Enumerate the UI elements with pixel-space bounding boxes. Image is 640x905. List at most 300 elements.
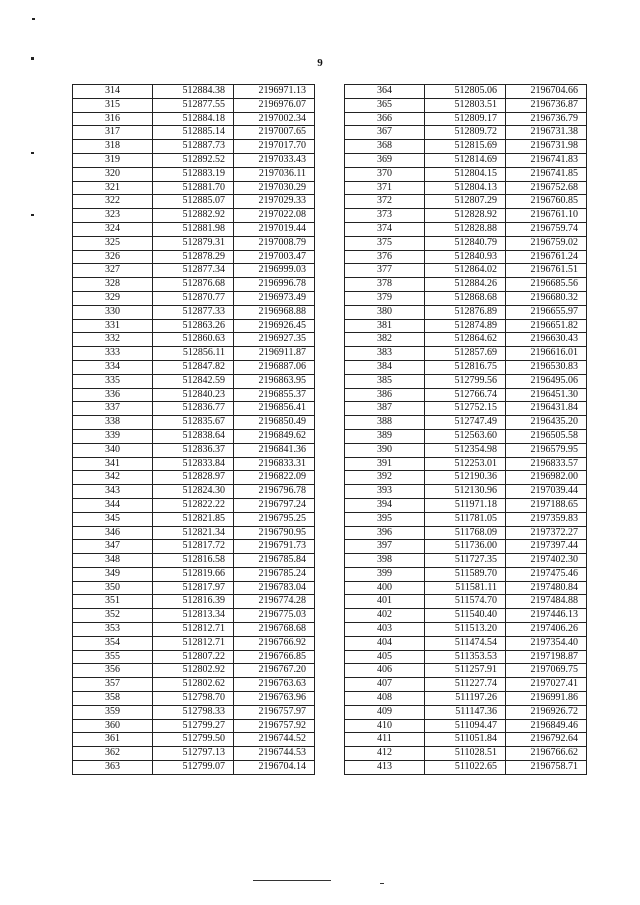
point-number-cell: 343 bbox=[73, 485, 153, 499]
table-row bbox=[73, 526, 315, 540]
x-coordinate-cell: 512847.82 bbox=[153, 360, 234, 374]
y-coordinate-cell: 2197359.83 bbox=[506, 512, 587, 526]
point-number-cell: 378 bbox=[345, 278, 425, 292]
y-coordinate-cell: 2196833.57 bbox=[506, 457, 587, 471]
x-coordinate-cell: 511028.51 bbox=[425, 747, 506, 761]
x-coordinate-cell: 512821.85 bbox=[153, 512, 234, 526]
y-coordinate-cell: 2197397.44 bbox=[506, 540, 587, 554]
x-coordinate-cell: 511540.40 bbox=[425, 609, 506, 623]
y-coordinate-cell: 2196785.24 bbox=[234, 567, 315, 581]
x-coordinate-cell: 512816.39 bbox=[153, 595, 234, 609]
y-coordinate-cell: 2196850.49 bbox=[234, 416, 315, 430]
table-row bbox=[345, 636, 587, 650]
point-number-cell: 355 bbox=[73, 650, 153, 664]
x-coordinate-cell: 512885.07 bbox=[153, 195, 234, 209]
x-coordinate-cell: 512799.07 bbox=[153, 761, 234, 775]
footer-rule bbox=[253, 880, 331, 881]
x-coordinate-cell: 512863.26 bbox=[153, 319, 234, 333]
table-row bbox=[73, 540, 315, 554]
y-coordinate-cell: 2197019.44 bbox=[234, 222, 315, 236]
y-coordinate-cell: 2196790.95 bbox=[234, 526, 315, 540]
x-coordinate-cell: 512836.37 bbox=[153, 443, 234, 457]
table-row bbox=[345, 692, 587, 706]
x-coordinate-cell: 512253.01 bbox=[425, 457, 506, 471]
table-row bbox=[345, 595, 587, 609]
point-number-cell: 395 bbox=[345, 512, 425, 526]
point-number-cell: 396 bbox=[345, 526, 425, 540]
point-number-cell: 337 bbox=[73, 402, 153, 416]
table-row bbox=[345, 112, 587, 126]
point-number-cell: 390 bbox=[345, 443, 425, 457]
footer-mark bbox=[380, 883, 384, 884]
y-coordinate-cell: 2197446.13 bbox=[506, 609, 587, 623]
y-coordinate-cell: 2196926.45 bbox=[234, 319, 315, 333]
table-row bbox=[73, 167, 315, 181]
table-row bbox=[73, 498, 315, 512]
table-row bbox=[345, 664, 587, 678]
x-coordinate-cell: 512864.02 bbox=[425, 264, 506, 278]
y-coordinate-cell: 2196863.95 bbox=[234, 374, 315, 388]
table-row bbox=[73, 291, 315, 305]
table-row bbox=[345, 333, 587, 347]
x-coordinate-cell: 512842.59 bbox=[153, 374, 234, 388]
x-coordinate-cell: 512840.93 bbox=[425, 250, 506, 264]
x-coordinate-cell: 512828.97 bbox=[153, 471, 234, 485]
y-coordinate-cell: 2196704.14 bbox=[234, 761, 315, 775]
point-number-cell: 369 bbox=[345, 153, 425, 167]
point-number-cell: 331 bbox=[73, 319, 153, 333]
x-coordinate-cell: 512884.18 bbox=[153, 112, 234, 126]
table-row bbox=[73, 664, 315, 678]
x-coordinate-cell: 512804.15 bbox=[425, 167, 506, 181]
point-number-cell: 405 bbox=[345, 650, 425, 664]
x-coordinate-cell: 512803.51 bbox=[425, 98, 506, 112]
table-row bbox=[73, 98, 315, 112]
y-coordinate-cell: 2196630.43 bbox=[506, 333, 587, 347]
table-row bbox=[73, 485, 315, 499]
point-number-cell: 392 bbox=[345, 471, 425, 485]
table-row bbox=[73, 236, 315, 250]
x-coordinate-cell: 512864.62 bbox=[425, 333, 506, 347]
x-coordinate-cell: 511353.53 bbox=[425, 650, 506, 664]
point-number-cell: 402 bbox=[345, 609, 425, 623]
point-number-cell: 387 bbox=[345, 402, 425, 416]
x-coordinate-cell: 511147.36 bbox=[425, 705, 506, 719]
point-number-cell: 413 bbox=[345, 761, 425, 775]
table-row bbox=[73, 692, 315, 706]
table-row bbox=[345, 567, 587, 581]
point-number-cell: 342 bbox=[73, 471, 153, 485]
point-number-cell: 330 bbox=[73, 305, 153, 319]
x-coordinate-cell: 512838.64 bbox=[153, 429, 234, 443]
y-coordinate-cell: 2196796.78 bbox=[234, 485, 315, 499]
point-number-cell: 315 bbox=[73, 98, 153, 112]
point-number-cell: 370 bbox=[345, 167, 425, 181]
table-row bbox=[73, 278, 315, 292]
x-coordinate-cell: 512813.34 bbox=[153, 609, 234, 623]
table-row bbox=[73, 636, 315, 650]
table-row bbox=[345, 443, 587, 457]
x-coordinate-cell: 512812.71 bbox=[153, 623, 234, 637]
y-coordinate-cell: 2196968.88 bbox=[234, 305, 315, 319]
y-coordinate-cell: 2196495.06 bbox=[506, 374, 587, 388]
point-number-cell: 384 bbox=[345, 360, 425, 374]
table-row bbox=[345, 222, 587, 236]
y-coordinate-cell: 2197036.11 bbox=[234, 167, 315, 181]
x-coordinate-cell: 512802.62 bbox=[153, 678, 234, 692]
table-row bbox=[345, 209, 587, 223]
table-row bbox=[73, 554, 315, 568]
x-coordinate-cell: 512190.36 bbox=[425, 471, 506, 485]
table-row bbox=[345, 278, 587, 292]
y-coordinate-cell: 2196763.96 bbox=[234, 692, 315, 706]
x-coordinate-cell: 511736.00 bbox=[425, 540, 506, 554]
table-row bbox=[345, 264, 587, 278]
table-row bbox=[345, 360, 587, 374]
table-row bbox=[345, 98, 587, 112]
table-row bbox=[345, 250, 587, 264]
point-number-cell: 318 bbox=[73, 140, 153, 154]
y-coordinate-cell: 2196849.62 bbox=[234, 429, 315, 443]
x-coordinate-cell: 512885.14 bbox=[153, 126, 234, 140]
x-coordinate-cell: 512804.13 bbox=[425, 181, 506, 195]
y-coordinate-cell: 2196783.04 bbox=[234, 581, 315, 595]
y-coordinate-cell: 2196758.71 bbox=[506, 761, 587, 775]
point-number-cell: 382 bbox=[345, 333, 425, 347]
x-coordinate-cell: 512563.60 bbox=[425, 429, 506, 443]
point-number-cell: 381 bbox=[345, 319, 425, 333]
y-coordinate-cell: 2196431.84 bbox=[506, 402, 587, 416]
x-coordinate-cell: 512798.70 bbox=[153, 692, 234, 706]
point-number-cell: 347 bbox=[73, 540, 153, 554]
y-coordinate-cell: 2197480.84 bbox=[506, 581, 587, 595]
point-number-cell: 376 bbox=[345, 250, 425, 264]
point-number-cell: 372 bbox=[345, 195, 425, 209]
x-coordinate-cell: 512816.75 bbox=[425, 360, 506, 374]
y-coordinate-cell: 2197029.33 bbox=[234, 195, 315, 209]
x-coordinate-cell: 512874.89 bbox=[425, 319, 506, 333]
table-row bbox=[73, 471, 315, 485]
point-number-cell: 408 bbox=[345, 692, 425, 706]
x-coordinate-cell: 511581.11 bbox=[425, 581, 506, 595]
x-coordinate-cell: 512747.49 bbox=[425, 416, 506, 430]
y-coordinate-cell: 2196926.72 bbox=[506, 705, 587, 719]
x-coordinate-cell: 512836.77 bbox=[153, 402, 234, 416]
table-row bbox=[345, 236, 587, 250]
point-number-cell: 409 bbox=[345, 705, 425, 719]
point-number-cell: 341 bbox=[73, 457, 153, 471]
x-coordinate-cell: 512883.19 bbox=[153, 167, 234, 181]
y-coordinate-cell: 2197002.34 bbox=[234, 112, 315, 126]
y-coordinate-cell: 2196704.66 bbox=[506, 85, 587, 99]
table-row bbox=[73, 761, 315, 775]
table-row bbox=[73, 85, 315, 99]
point-number-cell: 399 bbox=[345, 567, 425, 581]
table-row bbox=[73, 623, 315, 637]
x-coordinate-cell: 512856.11 bbox=[153, 347, 234, 361]
x-coordinate-cell: 512802.92 bbox=[153, 664, 234, 678]
x-coordinate-cell: 511971.18 bbox=[425, 498, 506, 512]
point-number-cell: 322 bbox=[73, 195, 153, 209]
table-row bbox=[345, 471, 587, 485]
coordinate-table-right bbox=[344, 84, 587, 775]
table-row bbox=[73, 333, 315, 347]
y-coordinate-cell: 2196766.85 bbox=[234, 650, 315, 664]
y-coordinate-cell: 2196759.02 bbox=[506, 236, 587, 250]
point-number-cell: 383 bbox=[345, 347, 425, 361]
x-coordinate-cell: 512877.55 bbox=[153, 98, 234, 112]
x-coordinate-cell: 512868.68 bbox=[425, 291, 506, 305]
point-number-cell: 371 bbox=[345, 181, 425, 195]
table-row bbox=[73, 360, 315, 374]
y-coordinate-cell: 2196760.85 bbox=[506, 195, 587, 209]
y-coordinate-cell: 2196752.68 bbox=[506, 181, 587, 195]
table-row bbox=[73, 388, 315, 402]
x-coordinate-cell: 511474.54 bbox=[425, 636, 506, 650]
x-coordinate-cell: 512807.29 bbox=[425, 195, 506, 209]
y-coordinate-cell: 2197033.43 bbox=[234, 153, 315, 167]
table-row bbox=[73, 705, 315, 719]
point-number-cell: 410 bbox=[345, 719, 425, 733]
x-coordinate-cell: 512881.70 bbox=[153, 181, 234, 195]
x-coordinate-cell: 511781.05 bbox=[425, 512, 506, 526]
x-coordinate-cell: 512812.71 bbox=[153, 636, 234, 650]
x-coordinate-cell: 512892.52 bbox=[153, 153, 234, 167]
table-row bbox=[345, 498, 587, 512]
table-row bbox=[73, 429, 315, 443]
table-row bbox=[345, 540, 587, 554]
point-number-cell: 349 bbox=[73, 567, 153, 581]
x-coordinate-cell: 512807.22 bbox=[153, 650, 234, 664]
y-coordinate-cell: 2197354.40 bbox=[506, 636, 587, 650]
point-number-cell: 319 bbox=[73, 153, 153, 167]
point-number-cell: 391 bbox=[345, 457, 425, 471]
table-row bbox=[73, 153, 315, 167]
y-coordinate-cell: 2197188.65 bbox=[506, 498, 587, 512]
x-coordinate-cell: 512797.13 bbox=[153, 747, 234, 761]
point-number-cell: 336 bbox=[73, 388, 153, 402]
table-row bbox=[345, 526, 587, 540]
point-number-cell: 340 bbox=[73, 443, 153, 457]
table-row bbox=[345, 153, 587, 167]
y-coordinate-cell: 2196761.24 bbox=[506, 250, 587, 264]
scan-speck bbox=[31, 152, 34, 154]
point-number-cell: 325 bbox=[73, 236, 153, 250]
y-coordinate-cell: 2196731.98 bbox=[506, 140, 587, 154]
x-coordinate-cell: 512821.34 bbox=[153, 526, 234, 540]
point-number-cell: 345 bbox=[73, 512, 153, 526]
x-coordinate-cell: 511574.70 bbox=[425, 595, 506, 609]
table-row bbox=[73, 650, 315, 664]
y-coordinate-cell: 2196855.37 bbox=[234, 388, 315, 402]
table-row bbox=[73, 112, 315, 126]
table-row bbox=[73, 209, 315, 223]
x-coordinate-cell: 512805.06 bbox=[425, 85, 506, 99]
y-coordinate-cell: 2196579.95 bbox=[506, 443, 587, 457]
y-coordinate-cell: 2196530.83 bbox=[506, 360, 587, 374]
point-number-cell: 374 bbox=[345, 222, 425, 236]
y-coordinate-cell: 2196767.20 bbox=[234, 664, 315, 678]
table-row bbox=[73, 195, 315, 209]
table-row bbox=[73, 443, 315, 457]
x-coordinate-cell: 512354.98 bbox=[425, 443, 506, 457]
point-number-cell: 357 bbox=[73, 678, 153, 692]
x-coordinate-cell: 512828.88 bbox=[425, 222, 506, 236]
point-number-cell: 364 bbox=[345, 85, 425, 99]
x-coordinate-cell: 512840.79 bbox=[425, 236, 506, 250]
point-number-cell: 314 bbox=[73, 85, 153, 99]
y-coordinate-cell: 2196971.13 bbox=[234, 85, 315, 99]
y-coordinate-cell: 2196833.31 bbox=[234, 457, 315, 471]
point-number-cell: 393 bbox=[345, 485, 425, 499]
y-coordinate-cell: 2196791.73 bbox=[234, 540, 315, 554]
x-coordinate-cell: 512798.33 bbox=[153, 705, 234, 719]
table-row bbox=[73, 512, 315, 526]
y-coordinate-cell: 2196973.49 bbox=[234, 291, 315, 305]
table-row bbox=[73, 126, 315, 140]
table-row bbox=[345, 374, 587, 388]
x-coordinate-cell: 511094.47 bbox=[425, 719, 506, 733]
table-row bbox=[73, 678, 315, 692]
point-number-cell: 348 bbox=[73, 554, 153, 568]
point-number-cell: 339 bbox=[73, 429, 153, 443]
x-coordinate-cell: 512833.84 bbox=[153, 457, 234, 471]
y-coordinate-cell: 2197406.26 bbox=[506, 623, 587, 637]
y-coordinate-cell: 2197475.46 bbox=[506, 567, 587, 581]
table-row bbox=[345, 609, 587, 623]
y-coordinate-cell: 2196763.63 bbox=[234, 678, 315, 692]
table-row bbox=[73, 319, 315, 333]
point-number-cell: 366 bbox=[345, 112, 425, 126]
x-coordinate-cell: 512766.74 bbox=[425, 388, 506, 402]
table-row bbox=[345, 126, 587, 140]
y-coordinate-cell: 2196766.92 bbox=[234, 636, 315, 650]
x-coordinate-cell: 512877.34 bbox=[153, 264, 234, 278]
point-number-cell: 333 bbox=[73, 347, 153, 361]
table-row bbox=[345, 402, 587, 416]
point-number-cell: 403 bbox=[345, 623, 425, 637]
x-coordinate-cell: 512870.77 bbox=[153, 291, 234, 305]
table-row bbox=[345, 761, 587, 775]
x-coordinate-cell: 512840.23 bbox=[153, 388, 234, 402]
y-coordinate-cell: 2197022.08 bbox=[234, 209, 315, 223]
y-coordinate-cell: 2196744.52 bbox=[234, 733, 315, 747]
y-coordinate-cell: 2196911.87 bbox=[234, 347, 315, 361]
point-number-cell: 386 bbox=[345, 388, 425, 402]
table-row bbox=[73, 347, 315, 361]
point-number-cell: 397 bbox=[345, 540, 425, 554]
x-coordinate-cell: 511197.26 bbox=[425, 692, 506, 706]
y-coordinate-cell: 2196757.92 bbox=[234, 719, 315, 733]
point-number-cell: 368 bbox=[345, 140, 425, 154]
point-number-cell: 404 bbox=[345, 636, 425, 650]
point-number-cell: 320 bbox=[73, 167, 153, 181]
y-coordinate-cell: 2196768.68 bbox=[234, 623, 315, 637]
x-coordinate-cell: 511257.91 bbox=[425, 664, 506, 678]
point-number-cell: 361 bbox=[73, 733, 153, 747]
x-coordinate-cell: 511051.84 bbox=[425, 733, 506, 747]
y-coordinate-cell: 2196680.32 bbox=[506, 291, 587, 305]
point-number-cell: 332 bbox=[73, 333, 153, 347]
table-row bbox=[73, 747, 315, 761]
point-number-cell: 389 bbox=[345, 429, 425, 443]
point-number-cell: 365 bbox=[345, 98, 425, 112]
table-row bbox=[73, 457, 315, 471]
x-coordinate-cell: 512882.92 bbox=[153, 209, 234, 223]
x-coordinate-cell: 512816.58 bbox=[153, 554, 234, 568]
point-number-cell: 379 bbox=[345, 291, 425, 305]
y-coordinate-cell: 2197198.87 bbox=[506, 650, 587, 664]
point-number-cell: 335 bbox=[73, 374, 153, 388]
x-coordinate-cell: 512879.31 bbox=[153, 236, 234, 250]
table-row bbox=[345, 457, 587, 471]
point-number-cell: 351 bbox=[73, 595, 153, 609]
y-coordinate-cell: 2197017.70 bbox=[234, 140, 315, 154]
point-number-cell: 317 bbox=[73, 126, 153, 140]
y-coordinate-cell: 2196736.87 bbox=[506, 98, 587, 112]
y-coordinate-cell: 2196651.82 bbox=[506, 319, 587, 333]
y-coordinate-cell: 2196856.41 bbox=[234, 402, 315, 416]
y-coordinate-cell: 2196775.03 bbox=[234, 609, 315, 623]
point-number-cell: 321 bbox=[73, 181, 153, 195]
x-coordinate-cell: 511589.70 bbox=[425, 567, 506, 581]
x-coordinate-cell: 511513.20 bbox=[425, 623, 506, 637]
point-number-cell: 398 bbox=[345, 554, 425, 568]
y-coordinate-cell: 2196785.84 bbox=[234, 554, 315, 568]
point-number-cell: 316 bbox=[73, 112, 153, 126]
table-row bbox=[345, 650, 587, 664]
table-row bbox=[73, 609, 315, 623]
point-number-cell: 329 bbox=[73, 291, 153, 305]
y-coordinate-cell: 2196774.28 bbox=[234, 595, 315, 609]
x-coordinate-cell: 512815.69 bbox=[425, 140, 506, 154]
point-number-cell: 401 bbox=[345, 595, 425, 609]
point-number-cell: 324 bbox=[73, 222, 153, 236]
y-coordinate-cell: 2196451.30 bbox=[506, 388, 587, 402]
x-coordinate-cell: 512819.66 bbox=[153, 567, 234, 581]
table-row bbox=[73, 595, 315, 609]
y-coordinate-cell: 2197003.47 bbox=[234, 250, 315, 264]
y-coordinate-cell: 2197007.65 bbox=[234, 126, 315, 140]
y-coordinate-cell: 2196744.53 bbox=[234, 747, 315, 761]
x-coordinate-cell: 512752.15 bbox=[425, 402, 506, 416]
y-coordinate-cell: 2196736.79 bbox=[506, 112, 587, 126]
x-coordinate-cell: 512884.38 bbox=[153, 85, 234, 99]
y-coordinate-cell: 2196761.51 bbox=[506, 264, 587, 278]
table-row bbox=[73, 416, 315, 430]
scan-speck bbox=[32, 18, 35, 20]
point-number-cell: 412 bbox=[345, 747, 425, 761]
table-row bbox=[73, 733, 315, 747]
x-coordinate-cell: 512876.68 bbox=[153, 278, 234, 292]
point-number-cell: 360 bbox=[73, 719, 153, 733]
y-coordinate-cell: 2196685.56 bbox=[506, 278, 587, 292]
table-row bbox=[345, 388, 587, 402]
y-coordinate-cell: 2196759.74 bbox=[506, 222, 587, 236]
table-row bbox=[345, 429, 587, 443]
x-coordinate-cell: 512877.33 bbox=[153, 305, 234, 319]
point-number-cell: 352 bbox=[73, 609, 153, 623]
y-coordinate-cell: 2196741.83 bbox=[506, 153, 587, 167]
table-row bbox=[345, 581, 587, 595]
point-number-cell: 354 bbox=[73, 636, 153, 650]
table-row bbox=[345, 195, 587, 209]
y-coordinate-cell: 2196797.24 bbox=[234, 498, 315, 512]
point-number-cell: 356 bbox=[73, 664, 153, 678]
scan-speck bbox=[31, 214, 34, 216]
y-coordinate-cell: 2196999.03 bbox=[234, 264, 315, 278]
x-coordinate-cell: 512835.67 bbox=[153, 416, 234, 430]
